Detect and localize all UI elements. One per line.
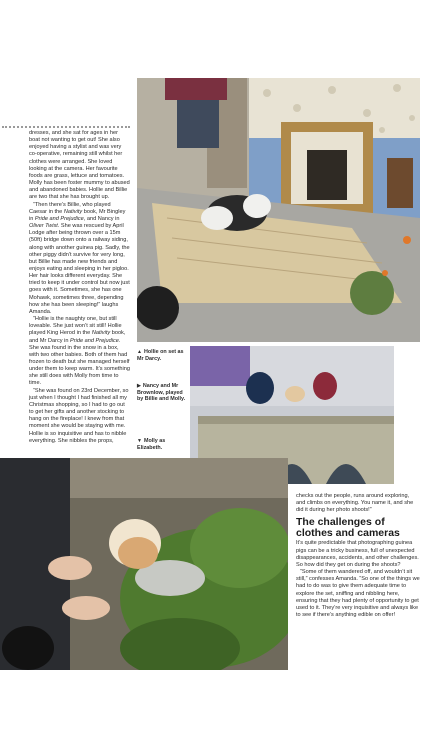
italic-title: Oliver Twist xyxy=(29,223,58,230)
italic-title: Pride and Prejudice xyxy=(34,215,84,222)
article-right-column xyxy=(296,493,420,619)
italic-title: Nativity xyxy=(91,330,111,337)
paragraph: It’s quite predictable that photographing guinea pigs can be a tricky business, full of unexpected disappearances, accidents, and other challenges. So how did they get on during the shoots? xyxy=(296,540,419,568)
italic-title: Nativity xyxy=(63,208,83,215)
caption-molly: ▼ Molly as Elizabeth. xyxy=(137,438,166,451)
divider-dotted xyxy=(2,126,130,128)
italic-title: Pride and Prejudice xyxy=(70,337,119,344)
photo-set-fireplace xyxy=(137,78,420,342)
article-body-column xyxy=(29,130,130,445)
paragraph: “Hollie is the naughty one, but still loveable. She just won’t sit still! Hollie played King Herod in the Nativity book, and Mr Darcy in Pride and Prejudice. She was found in the snow in a box, with two other babies. Both of them had frozen to death but she managed herself under them to keep warm. It’s something she still does with Molly from time to time. xyxy=(29,316,130,387)
paragraph: checks out the people, runs around exploring, and climbs on everything. You name it, and she did it during her photo shoots!” xyxy=(296,493,414,514)
caption-hollie: ▲ Hollie on set as Mr Darcy. xyxy=(137,349,184,362)
photo-moss-garden xyxy=(0,458,288,670)
up-arrow-icon: ▲ xyxy=(137,349,142,355)
paragraph: “She was found on 23rd December, so just when I thought I had finished all my Christmas shopping, so I had to go out to get her gifts and another stocking to hang on the fireplace! I knew from that moment she would be staying with me. Hollie is so inquisitive and has to nibble everything. She nibbles the props, xyxy=(29,387,129,444)
paragraph: “Then there’s Billie, who played Caesar in the Nativity book, Mr Bingley in Pride and Prejudice, and Nancy in Oliver Twist. She was rescued by April Lodge after being thrown over a 15m (50ft) bridge down onto a railway siding, along with another guinea pig. Sadly, the other piggy didn’t survive for very long, but Billie has made new friends and enjoys eating and sleeping in her pigloo. Her hair looks different everyday. She tried to keep it under control but now just goes with it. Sometimes, she has one Mohawk, sometimes three, depending how she has been sleeping!” laughs Amanda. xyxy=(29,201,130,315)
caption-nancy: ▶ Nancy and Mr Brownlow, played by Billie and Molly. xyxy=(137,383,186,403)
paragraph: dresses, and she sat for ages in her boat not wanting to get out! She also enjoyed having a stylist and was very co-operative, remaining still whilst her clothes were arranged. She loved looking at the camera. Her favourite foods are grass, lettuce and tomatoes. Molly has been foster mummy to abused and abandoned babies. Hollie and Billie are two that she has brought up. xyxy=(29,130,130,201)
down-arrow-icon: ▼ xyxy=(137,438,142,444)
section-heading: The challenges of clothes and cameras xyxy=(296,516,400,539)
right-arrow-icon: ▶ xyxy=(137,383,141,389)
paragraph: “Some of them wandered off, and wouldn’t sit still,” confesses Amanda. “So one of the things we had to do was to give them adequate time to explore the set, sniffing and nibbling here, ensuring that they had plenty of opportunity to get used to it. They’re very inquisitive and always like to see if there’s anything edible on offer! xyxy=(296,569,420,619)
